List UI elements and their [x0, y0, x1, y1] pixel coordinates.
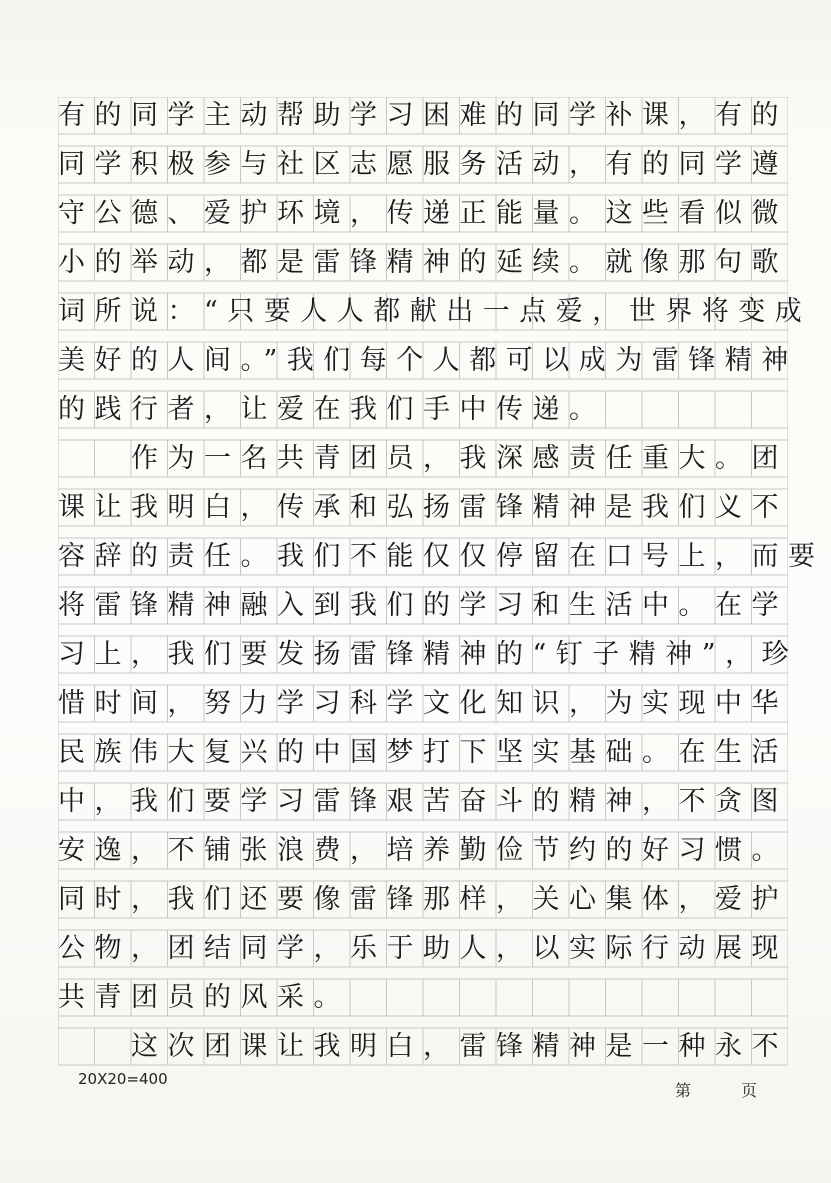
- essay-line-11: 将雷锋精神融入到我们的学习和生活中。在学: [58, 590, 788, 621]
- essay-line-12: 习上，我们要发扬雷锋精神的“钉子精神”，珍: [58, 639, 799, 670]
- essay-line-5: 词所说：“只要人人都献出一点爱，世界将变成: [58, 296, 812, 327]
- essay-line-4: 小的举动，都是雷锋精神的延续。就像那句歌: [58, 247, 788, 278]
- essay-line-16: 安逸，不铺张浪费，培养勤俭节约的好习惯。: [58, 835, 788, 866]
- essay-line-9: 课让我明白，传承和弘扬雷锋精神是我们义不: [58, 492, 788, 523]
- manuscript-grid-sheet: [58, 97, 825, 1066]
- essay-line-20: 这次团课让我明白，雷锋精神是一种永不: [58, 1031, 788, 1062]
- essay-line-13: 惜时间，努力学习科学文化知识，为实现中华: [58, 688, 788, 719]
- essay-line-2: 同学积极参与社区志愿服务活动，有的同学遵: [58, 149, 788, 180]
- essay-line-3: 守公德、爱护环境，传递正能量。这些看似微: [58, 198, 788, 229]
- grid-lines: [58, 97, 825, 1066]
- page-label-suffix: 页: [741, 1081, 758, 1100]
- essay-line-7: 的践行者，让爱在我们手中传递。: [58, 394, 606, 425]
- page-label-prefix: 第: [675, 1081, 692, 1100]
- essay-line-15: 中，我们要学习雷锋艰苦奋斗的精神，不贪图: [58, 786, 788, 817]
- essay-line-19: 共青团员的风采。: [58, 982, 350, 1013]
- grid-count-label: 20X20=400: [78, 1070, 168, 1088]
- essay-line-1: 有的同学主动帮助学习困难的同学补课，有的: [58, 100, 788, 131]
- essay-line-18: 公物，团结同学，乐于助人，以实际行动展现: [58, 933, 788, 964]
- essay-line-10: 容辞的责任。我们不能仅仅停留在口号上，而要: [58, 541, 825, 572]
- essay-line-8: 作为一名共青团员，我深感责任重大。团: [58, 443, 788, 474]
- essay-line-14: 民族伟大复兴的中国梦打下坚实基础。在生活: [58, 737, 788, 768]
- essay-line-17: 同时，我们还要像雷锋那样，关心集体，爱护: [58, 884, 788, 915]
- essay-line-6: 美好的人间。”我们每个人都可以成为雷锋精神: [58, 345, 798, 376]
